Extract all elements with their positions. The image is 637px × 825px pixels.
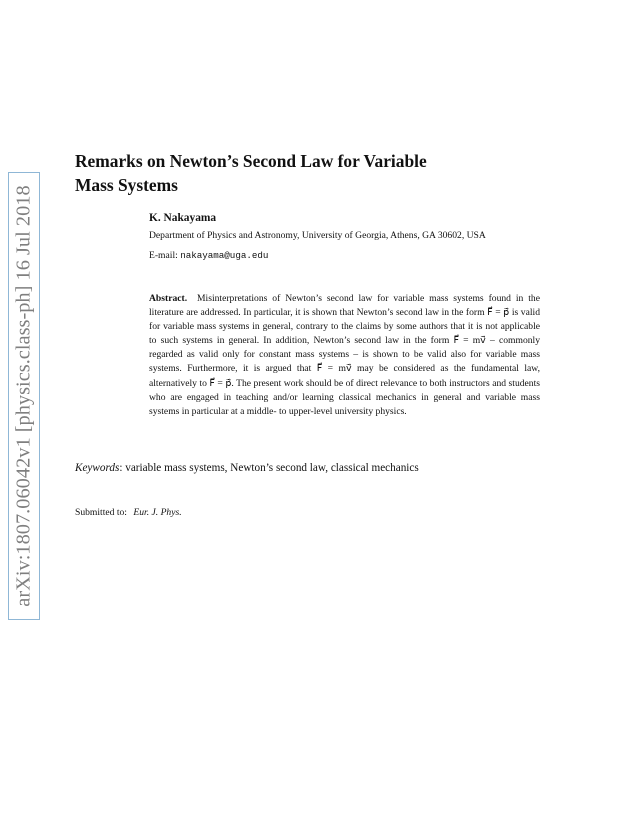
arxiv-stamp: [8, 172, 40, 620]
keywords: [75, 461, 545, 475]
submitted-label: Submitted to:: [75, 507, 127, 518]
author-affiliation: Department of Physics and Astronomy, University of Georgia, Athens, GA 30602, USA: [149, 230, 486, 241]
abstract-label: Abstract.: [149, 293, 188, 304]
author-email-line: [149, 249, 541, 262]
keywords-label: Keywords: [75, 462, 120, 474]
abstract-text: Misinterpretations of Newton’s second law for variable mass systems found in the literature are addressed. In particular, it is shown that Newton’s second law in the form F⃗ = p⃗̇ is valid for variable mass systems in general, contrary to the claims by some authors that it is not applicable to such systems in general. In addition, Newton’s second law in the form F⃗ = mv⃗̇ – commonly regarded as valid only for constant mass systems – is shown to be valid also for variable mass systems. Furthermore, it is argued that F⃗ = mv⃗̇ may be considered as the fundamental law, alternatively to F⃗ = p⃗̇. The present work should be of direct relevance to both instructors and students who are engaged in teaching and/or learning classical mechanics in general and variable mass systems in particular at a middle- to upper-level university physics.: [149, 293, 540, 417]
submitted-line: [75, 506, 545, 519]
author-name: K. Nakayama: [149, 212, 217, 224]
keywords-text: : variable mass systems, Newton’s second law, classical mechanics: [119, 462, 419, 474]
submitted-journal: Eur. J. Phys.: [133, 507, 182, 518]
arxiv-identifier: arXiv:1807.06042v1 [physics.class-ph] 16 Jul 2018: [12, 185, 35, 607]
abstract: [149, 292, 540, 419]
email-label: E-mail:: [149, 250, 178, 261]
email-address: nakayama@uga.edu: [180, 250, 269, 261]
paper-title: [75, 149, 545, 197]
paper-title-line-1: Remarks on Newton’s Second Law for Variable: [75, 151, 427, 171]
author-block: [149, 211, 541, 262]
paper-title-line-2: Mass Systems: [75, 175, 178, 195]
